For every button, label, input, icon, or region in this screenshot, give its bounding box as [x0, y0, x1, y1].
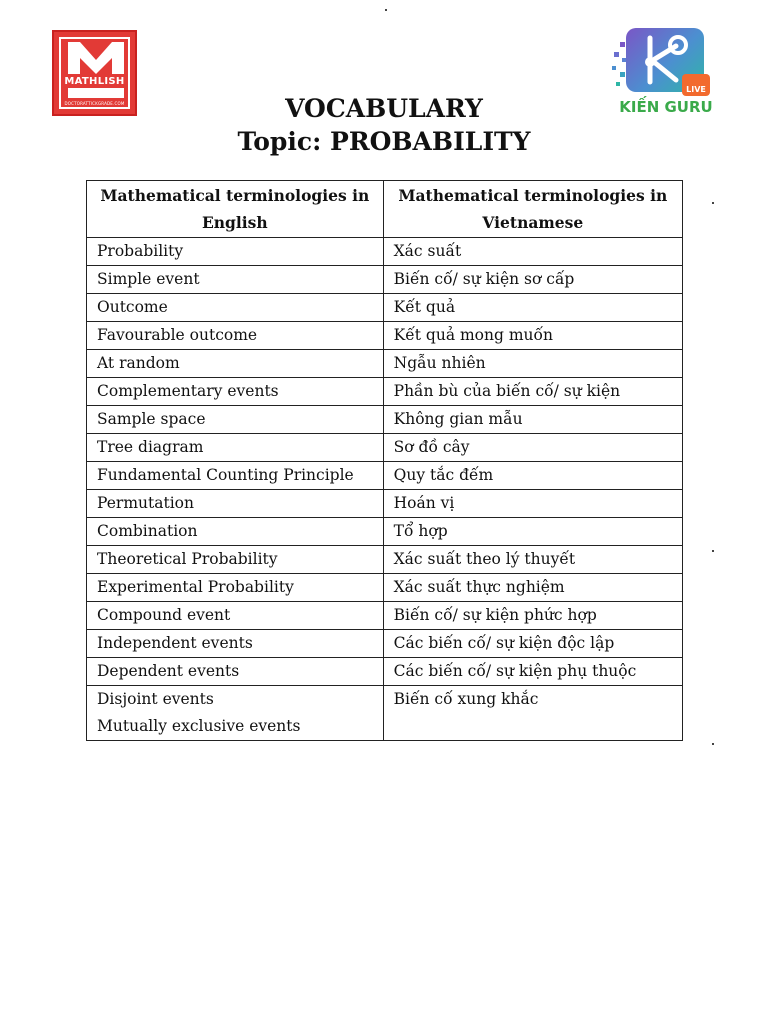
term-english: [87, 574, 384, 602]
term-english: [87, 406, 384, 434]
term-english-line: At random: [97, 354, 180, 372]
table-row: [87, 630, 683, 658]
term-english: [87, 686, 384, 741]
term-english-line: Favourable outcome: [97, 326, 258, 344]
live-badge-text: LIVE: [686, 85, 706, 94]
table-row: [87, 322, 683, 350]
term-english-line: Tree diagram: [97, 438, 204, 456]
table-row: [87, 294, 683, 322]
speck: [712, 202, 714, 204]
term-english: [87, 630, 384, 658]
term-english-line: Mutually exclusive events: [97, 717, 301, 735]
table-row: [87, 658, 683, 686]
term-english: [87, 602, 384, 630]
term-vietnamese: Xác suất: [383, 238, 682, 266]
table-row: [87, 490, 683, 518]
term-english-line: Simple event: [97, 270, 200, 288]
term-english-line: Theoretical Probability: [97, 550, 278, 568]
table-header-row: [87, 181, 683, 238]
table-row: [87, 462, 683, 490]
document-title: [0, 92, 768, 158]
table-row: [87, 546, 683, 574]
speck: [712, 550, 714, 552]
term-english-line: Outcome: [97, 298, 168, 316]
kienguru-name: KIẾN GURU: [619, 98, 713, 116]
term-english: [87, 266, 384, 294]
table-body: [87, 238, 683, 741]
table-row: [87, 518, 683, 546]
term-english: [87, 462, 384, 490]
term-vietnamese: Sơ đồ cây: [383, 434, 682, 462]
table-row: [87, 238, 683, 266]
vocabulary-table: [86, 180, 683, 741]
table-row: [87, 406, 683, 434]
term-vietnamese: Biến cố/ sự kiện phức hợp: [383, 602, 682, 630]
term-english: [87, 546, 384, 574]
term-vietnamese: Không gian mẫu: [383, 406, 682, 434]
term-english: [87, 378, 384, 406]
term-vietnamese: Ngẫu nhiên: [383, 350, 682, 378]
term-english: [87, 658, 384, 686]
table-row: [87, 266, 683, 294]
term-english-line: Combination: [97, 522, 198, 540]
term-vietnamese: Xác suất thực nghiệm: [383, 574, 682, 602]
term-english-line: Experimental Probability: [97, 578, 294, 596]
table-row: [87, 602, 683, 630]
term-english-line: Compound event: [97, 606, 231, 624]
term-english-line: Probability: [97, 242, 184, 260]
term-vietnamese: Các biến cố/ sự kiện phụ thuộc: [383, 658, 682, 686]
term-vietnamese: Hoán vị: [383, 490, 682, 518]
term-english: [87, 294, 384, 322]
term-english-line: Permutation: [97, 494, 194, 512]
term-english: [87, 490, 384, 518]
term-english: [87, 518, 384, 546]
term-english: [87, 350, 384, 378]
term-english-line: Complementary events: [97, 382, 279, 400]
term-vietnamese: Tổ hợp: [383, 518, 682, 546]
header-vietnamese: Mathematical terminologies in Vietnamese: [383, 181, 682, 238]
term-vietnamese: Các biến cố/ sự kiện độc lập: [383, 630, 682, 658]
term-english: [87, 322, 384, 350]
term-vietnamese: Biến cố/ sự kiện sơ cấp: [383, 266, 682, 294]
term-english-line: Sample space: [97, 410, 206, 428]
table-row: [87, 350, 683, 378]
speck: [712, 743, 714, 745]
term-english-line: Disjoint events: [97, 690, 214, 708]
title-line-1: VOCABULARY: [285, 94, 483, 123]
term-english-line: Independent events: [97, 634, 253, 652]
table-row: [87, 378, 683, 406]
table-row: [87, 686, 683, 741]
term-english: [87, 434, 384, 462]
term-english-line: Fundamental Counting Principle: [97, 466, 354, 484]
term-vietnamese: Kết quả mong muốn: [383, 322, 682, 350]
mathlish-brand-text: MATHLISH: [64, 76, 125, 87]
title-line-2: Topic: PROBABILITY: [237, 127, 531, 156]
mathlish-subtext: DOCTORATTICKGRADE.COM: [64, 101, 125, 106]
table-row: [87, 574, 683, 602]
term-vietnamese: Quy tắc đếm: [383, 462, 682, 490]
speck: [385, 9, 387, 11]
term-vietnamese: Kết quả: [383, 294, 682, 322]
term-vietnamese: Xác suất theo lý thuyết: [383, 546, 682, 574]
term-vietnamese: Phần bù của biến cố/ sự kiện: [383, 378, 682, 406]
header-english: Mathematical terminologies in English: [87, 181, 384, 238]
term-english: [87, 238, 384, 266]
term-english-line: Dependent events: [97, 662, 240, 680]
term-vietnamese: Biến cố xung khắc: [383, 686, 682, 741]
table-row: [87, 434, 683, 462]
